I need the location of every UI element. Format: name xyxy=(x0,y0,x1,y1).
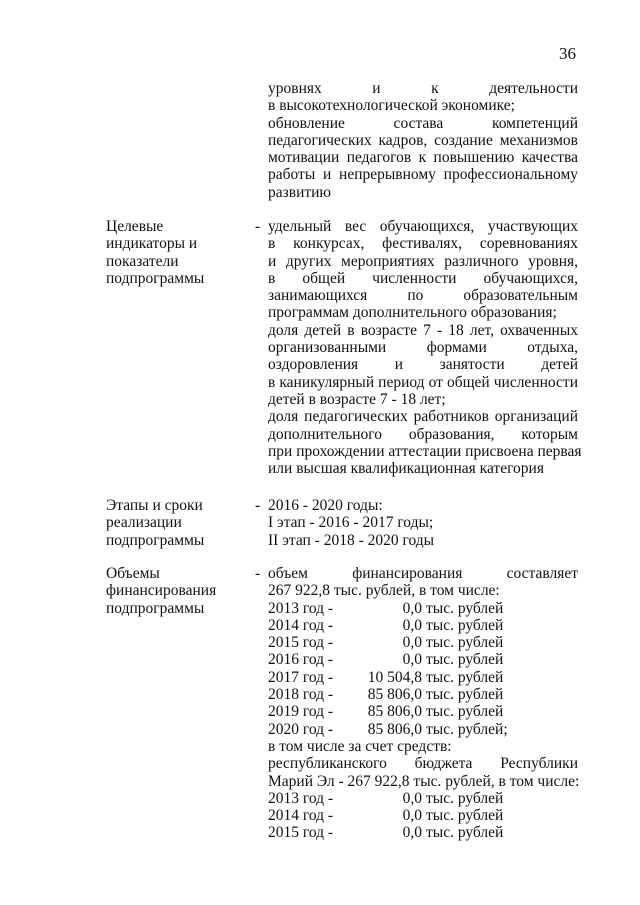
text-line: удельный вес обучающихся, участвующих xyxy=(268,218,578,235)
amount: 0,0 xyxy=(402,634,422,652)
year: 2020 год - xyxy=(268,720,334,738)
year: 2015 год - xyxy=(268,634,334,652)
text-line: обновление состава компетенций xyxy=(268,114,578,132)
section-text-stages xyxy=(268,497,578,549)
funding-year-row xyxy=(268,617,578,634)
dash: - xyxy=(255,497,261,514)
text-line: 2016 - 2020 годы: xyxy=(268,497,383,514)
text-line: уровнях и к деятельности xyxy=(268,80,578,97)
intro-text xyxy=(268,80,578,201)
text-line: мотивации педагогов к повышению качества xyxy=(268,149,578,167)
label-line: Целевые xyxy=(106,218,164,235)
year: 2016 год - xyxy=(268,651,334,669)
funding-year-row xyxy=(268,600,578,617)
unit: тыс. рублей; xyxy=(426,720,508,738)
amount: 10 504,8 xyxy=(367,668,422,686)
unit: тыс. рублей xyxy=(426,703,504,721)
label-line: подпрограммы xyxy=(106,531,205,549)
dash: - xyxy=(255,565,261,582)
section-dash xyxy=(255,565,260,582)
page-number: 36 xyxy=(559,44,576,63)
text-line: программам дополнительного образования; xyxy=(268,304,557,322)
unit: тыс. рублей xyxy=(426,807,504,825)
funding-year-row xyxy=(268,669,578,686)
label-line: реализации xyxy=(106,514,182,532)
section-dash xyxy=(255,497,260,514)
amount: 0,0 xyxy=(402,807,422,825)
section-text-funding xyxy=(268,565,578,842)
year: 2017 год - xyxy=(268,668,334,686)
section-dash xyxy=(255,218,260,235)
funding-year-row xyxy=(268,651,578,668)
amount: 0,0 xyxy=(402,651,422,669)
funding-year-row xyxy=(268,790,578,807)
amount: 0,0 xyxy=(402,599,422,617)
text-line: доля педагогических работников организаций xyxy=(268,408,578,426)
funding-year-row xyxy=(268,721,578,738)
text-line: развитию xyxy=(268,183,332,201)
unit: тыс. рублей xyxy=(426,599,504,617)
year: 2013 год - xyxy=(268,599,334,617)
year: 2018 год - xyxy=(268,686,334,704)
unit: тыс. рублей xyxy=(426,651,504,669)
text-line: педагогических кадров, создание механизмов xyxy=(268,131,578,149)
text-line: занимающихся по образовательным xyxy=(268,287,578,305)
label-line: подпрограммы xyxy=(106,599,205,617)
text-line: в каникулярный период от общей численности xyxy=(268,373,578,391)
label-line: подпрограммы xyxy=(106,269,205,287)
text-line: организованными формами отдыха, xyxy=(268,339,578,357)
amount: 0,0 xyxy=(402,616,422,634)
text-line: 267 922,8 тыс. рублей, в том числе: xyxy=(268,582,500,600)
text-line: республиканского бюджета Республики xyxy=(268,755,578,773)
unit: тыс. рублей xyxy=(426,634,504,652)
funding-year-row xyxy=(268,634,578,651)
amount: 0,0 xyxy=(402,824,422,842)
text-line: или высшая квалификационная категория xyxy=(268,460,544,478)
label-line: Объемы xyxy=(106,565,160,582)
unit: тыс. рублей xyxy=(426,824,504,842)
year: 2013 год - xyxy=(268,789,334,807)
text-line: II этап - 2018 - 2020 годы xyxy=(268,531,435,549)
year: 2015 год - xyxy=(268,824,334,842)
text-line: объем финансирования составляет xyxy=(268,565,578,582)
amount: 85 806,0 xyxy=(367,703,422,721)
text-line: в высокотехнологической экономике; xyxy=(268,97,515,115)
year: 2019 год - xyxy=(268,703,334,721)
label-line: показатели xyxy=(106,252,179,270)
dash: - xyxy=(255,218,261,235)
text-line: дополнительного образования, которым xyxy=(268,425,578,443)
amount: 85 806,0 xyxy=(367,720,422,738)
label-line: Этапы и сроки xyxy=(106,497,203,514)
text-line: работы и непрерывному профессиональному xyxy=(268,166,578,184)
amount: 85 806,0 xyxy=(367,686,422,704)
text-line: детей в возрасте 7 - 18 лет; xyxy=(268,390,446,408)
text-line: в конкурсах, фестивалях, соревнованиях xyxy=(268,235,578,253)
funding-year-row xyxy=(268,824,578,841)
label-line: индикаторы и xyxy=(106,235,198,253)
year: 2014 год - xyxy=(268,616,334,634)
text-line: доля детей в возрасте 7 - 18 лет, охваченных xyxy=(268,321,578,339)
unit: тыс. рублей xyxy=(426,668,504,686)
text-line: оздоровления и занятости детей xyxy=(268,356,578,374)
text-line: I этап - 2016 - 2017 годы; xyxy=(268,514,434,532)
year: 2014 год - xyxy=(268,807,334,825)
unit: тыс. рублей xyxy=(426,616,504,634)
funding-year-row xyxy=(268,703,578,720)
text-line: Марий Эл - 267 922,8 тыс. рублей, в том числе: xyxy=(268,772,580,790)
funding-year-row xyxy=(268,807,578,824)
unit: тыс. рублей xyxy=(426,686,504,704)
label-line: финансирования xyxy=(106,582,217,600)
text-line: в том числе за счет средств: xyxy=(268,737,452,755)
section-label-targets xyxy=(106,218,256,287)
section-label-stages xyxy=(106,497,256,549)
text-line: и других мероприятиях различного уровня, xyxy=(268,252,578,270)
section-label-funding xyxy=(106,565,256,617)
text-line: при прохождении аттестации присвоена первая xyxy=(268,442,582,460)
text-line: в общей численности обучающихся, xyxy=(268,269,578,287)
funding-year-row xyxy=(268,686,578,703)
amount: 0,0 xyxy=(402,789,422,807)
section-text-targets xyxy=(268,218,582,478)
unit: тыс. рублей xyxy=(426,789,504,807)
